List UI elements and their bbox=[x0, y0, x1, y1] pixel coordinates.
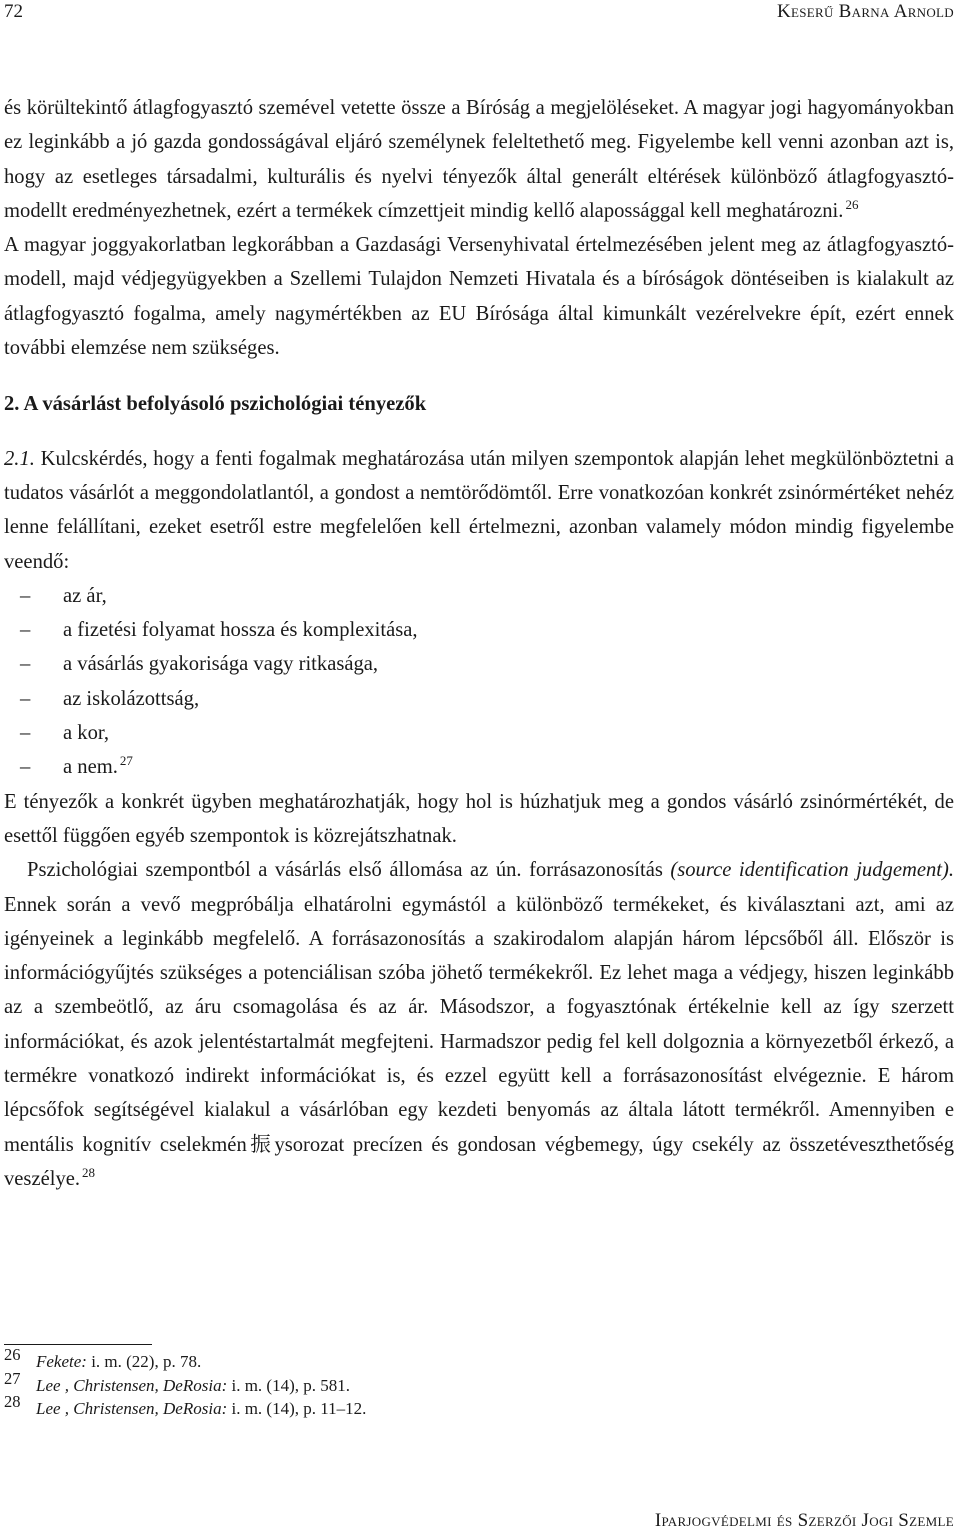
paragraph-2: A magyar joggyakorlatban legkorábban a Gazdasági Versenyhivatal értelmezésében jelent meg az átlagfogyasztó-modell, majd védjegyügyekben a Szellemi Tulajdon Nemzeti Hivatala és a bíróságok döntéseiben is kialakult az átlagfogyasztó fogalma, amely nagymértékben az EU Bírósága által kimunkált vezérelvekre épít, ezért ennek további elemzése nem szükséges. bbox=[4, 234, 954, 360]
dash-bullet: – bbox=[20, 722, 31, 745]
footnote-28 bbox=[4, 1392, 367, 1421]
footnote-separator bbox=[4, 1344, 152, 1345]
footnote-number: 28 bbox=[4, 1392, 21, 1411]
list-item bbox=[4, 579, 954, 613]
paragraph-5 bbox=[4, 853, 954, 1196]
paragraph-3-text: Kulcskérdés, hogy a fenti fogalmak meghatározása után milyen szempontok alapján lehet megkülönböztetni a tudatos vásárlót a meggondolatlantól, a gondost a nemtörődömtől. Erre vonatkozóan konkrét zsinórmértéket nehéz lenne felállítani, ezeket esetről estre megfelelően kell értelmezni, azonban valamely módon mindig figyelembe veendő: bbox=[4, 447, 954, 573]
list-item bbox=[4, 647, 954, 681]
footnote-author: Lee , Christensen, DeRosia: bbox=[36, 1375, 228, 1395]
footnote-number: 26 bbox=[4, 1345, 21, 1364]
journal-title-footer: Iparjogvédelmi és Szerzői Jogi Szemle bbox=[654, 1510, 954, 1531]
dash-bullet: – bbox=[20, 584, 31, 607]
list-item bbox=[4, 613, 954, 647]
list-item bbox=[4, 716, 954, 750]
paragraph-5-text-b: Ennek során a vevő megpróbálja elhatárolni egymástól a különböző termékeket, és kiválasztani azt, ami az igényeinek a leginkább megfelelő. A forrásazonosítás a szakirodalom alapján három lépcsőből áll. Először is információgyűjtés szükséges a potenciálisan szóba jöhető termékekről. Ez lehet maga a védjegy, hiszen leginkább az a szembeötlő, az áru csomagolása és az ár. Másodszor, a fogyasztónak értékelnie kell az így szerzett információkat, és azok jelentéstartalmát megfejteni. Harmadszor pedig fel kell dolgoznia a környezetből érkező, a termékre vonatkozó indirekt információkat is, és ezzel együtt kell a forrásazonosítást elvégeznie. E három lépcsőfok segítségével kialakul a vásárlóban egy kezdeti benyomás az általa látott termékről. Amennyiben e mentális kognitív cselekmén振ysorozat precízen és gondosan végbemegy, úgy csekély az összetéveszthetőség veszélye. bbox=[4, 893, 954, 1190]
dash-bullet: – bbox=[20, 756, 31, 779]
footnote-ref-26[interactable]: 26 bbox=[845, 196, 859, 212]
page-number: 72 bbox=[4, 1, 23, 22]
paragraph-3 bbox=[4, 442, 954, 579]
list-item-text: a vásárlás gyakorisága vagy ritkasága, bbox=[63, 653, 379, 676]
paragraph-4: E tényezők a konkrét ügyben meghatározhatják, hogy hol is húzhatjuk meg a gondos vásárló zsinórmértékét, de esettől függően egyéb szempontok is közrejátszhatnak. bbox=[4, 790, 954, 847]
list-item-text: a kor, bbox=[63, 722, 110, 745]
footnote-reference: i. m. (14), p. 11–12. bbox=[227, 1399, 367, 1418]
running-head-author: Keserű Barna Arnold bbox=[776, 1, 954, 22]
footnote-27 bbox=[4, 1368, 366, 1398]
paragraph-5-italic: (source identification judgement). bbox=[670, 859, 954, 882]
footnote-author: Lee , Christensen, DeRosia: bbox=[36, 1399, 228, 1418]
section-heading: 2. A vásárlást befolyásoló pszichológiai tényezők bbox=[4, 393, 427, 416]
body-text bbox=[4, 91, 954, 1196]
footnote-reference: i. m. (22), p. 78. bbox=[86, 1352, 202, 1371]
dash-bullet: – bbox=[20, 653, 31, 676]
footnote-ref-27[interactable]: 27 bbox=[119, 753, 133, 769]
paragraph-5-text-a: Pszichológiai szempontból a vásárlás első állomása az ún. forrásazonosítás bbox=[27, 859, 671, 882]
footnote-ref-28[interactable]: 28 bbox=[82, 1164, 96, 1180]
footnote-reference: i. m. (14), p. 581. bbox=[227, 1375, 351, 1395]
paragraph-1-text: és körültekintő átlagfogyasztó szemével vetette össze a Bíróság a megjelöléseket. A magyar jogi hagyományokban ez leginkább a jó gazda gondosságával eljáró személynek feleltethető meg. Figyelembe kell venni azonban azt is, hogy az esetleges társadalmi, kulturális és nyelvi tényezők által generált eltérések különböző átlagfogyasztó-modellt eredményezhetnek, ezért a termékek címzettjeit mindig kellő alapossággal kell meghatározni. bbox=[4, 97, 954, 222]
list-item-text: a nem. bbox=[63, 756, 118, 779]
list-item bbox=[4, 682, 954, 716]
footnotes bbox=[4, 1345, 367, 1421]
footnote-number: 27 bbox=[4, 1368, 21, 1388]
list-item bbox=[4, 750, 954, 784]
footnote-26 bbox=[4, 1345, 366, 1374]
list-item-text: a fizetési folyamat hossza és komplexitása, bbox=[63, 619, 418, 642]
factor-list bbox=[4, 579, 954, 785]
dash-bullet: – bbox=[20, 619, 31, 642]
list-item-text: az iskolázottság, bbox=[63, 687, 200, 710]
subsection-number: 2.1. bbox=[4, 447, 35, 470]
dash-bullet: – bbox=[20, 687, 31, 710]
list-item-text: az ár, bbox=[63, 584, 107, 607]
footnote-author: Fekete: bbox=[36, 1352, 87, 1371]
paragraph-1 bbox=[4, 91, 954, 228]
